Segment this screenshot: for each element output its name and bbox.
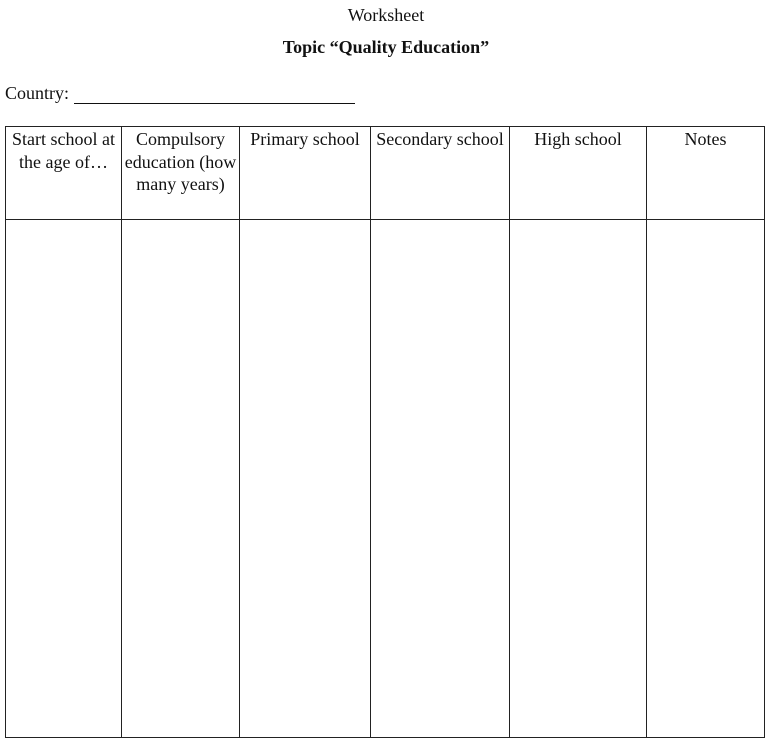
cell-secondary-school[interactable] (371, 220, 510, 738)
cell-high-school[interactable] (510, 220, 647, 738)
header-secondary-school: Secondary school (371, 127, 510, 220)
table-row (6, 220, 765, 738)
header-notes: Notes (647, 127, 765, 220)
education-table (5, 126, 765, 738)
country-field (5, 82, 355, 104)
header-compulsory-education: Compulsory education (how many years) (122, 127, 240, 220)
worksheet-topic: Topic “Quality Education” (282, 37, 490, 57)
cell-start-age[interactable] (6, 220, 122, 738)
header-high-school: High school (510, 127, 647, 220)
header-start-age: Start school at the age of… (6, 127, 122, 220)
country-label: Country: (5, 83, 70, 103)
worksheet-title: Worksheet (347, 5, 425, 25)
cell-primary-school[interactable] (240, 220, 371, 738)
country-blank-line[interactable] (74, 83, 355, 104)
cell-compulsory-education[interactable] (122, 220, 240, 738)
cell-notes[interactable] (647, 220, 765, 738)
header-primary-school: Primary school (240, 127, 371, 220)
table-header-row (6, 127, 765, 220)
